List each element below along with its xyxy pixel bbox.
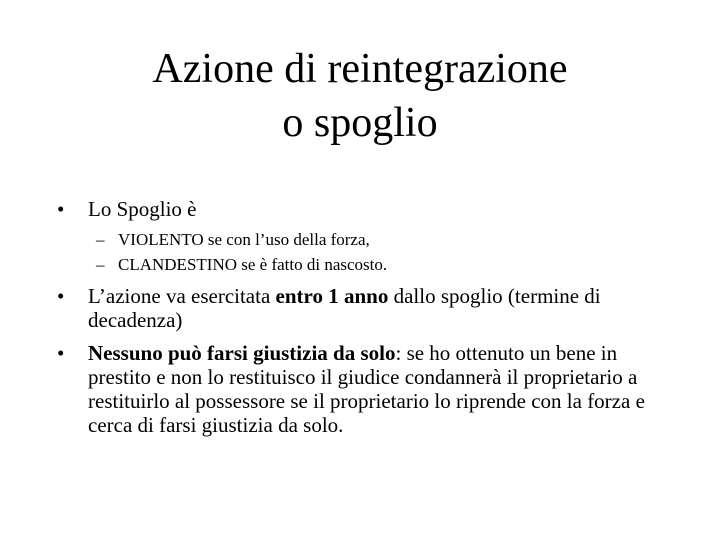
bullet-item-spoglio xyxy=(57,197,678,221)
bullet-item-termine xyxy=(57,284,678,332)
bullet-text-post: dallo spoglio (termine di decadenza) xyxy=(88,284,601,332)
subitem-text: VIOLENTO se con l’uso della forza, xyxy=(118,230,370,249)
bullet-item-giustizia xyxy=(57,341,678,437)
bullet-text-bold: Nessuno può farsi giustizia da solo xyxy=(88,341,396,365)
bullet-marker: • xyxy=(57,197,65,221)
bullet-marker: • xyxy=(57,341,65,365)
bullet-marker: • xyxy=(57,284,65,308)
dash-marker: – xyxy=(96,230,105,249)
title-line-1: Azione di reintegrazione xyxy=(152,46,568,92)
bullet-text-pre: L’azione va esercitata xyxy=(88,284,276,308)
subitem-text: CLANDESTINO se è fatto di nascosto. xyxy=(118,255,388,274)
bullet-text: Lo Spoglio è xyxy=(88,197,197,221)
dash-marker: – xyxy=(96,255,105,274)
subitem-violento xyxy=(96,230,370,250)
slide-title xyxy=(0,42,720,150)
bullet-text-bold: entro 1 anno xyxy=(275,284,389,308)
bullet-text-post: : se ho ottenuto un bene in prestito e non lo restituisco il giudice condannerà il proprietario a restituirlo al possessore se il proprietario lo riprende con la forza e cerca di farsi giustizia da solo. xyxy=(88,341,645,437)
subitem-clandestino xyxy=(96,255,388,275)
title-line-2: o spoglio xyxy=(282,100,438,146)
